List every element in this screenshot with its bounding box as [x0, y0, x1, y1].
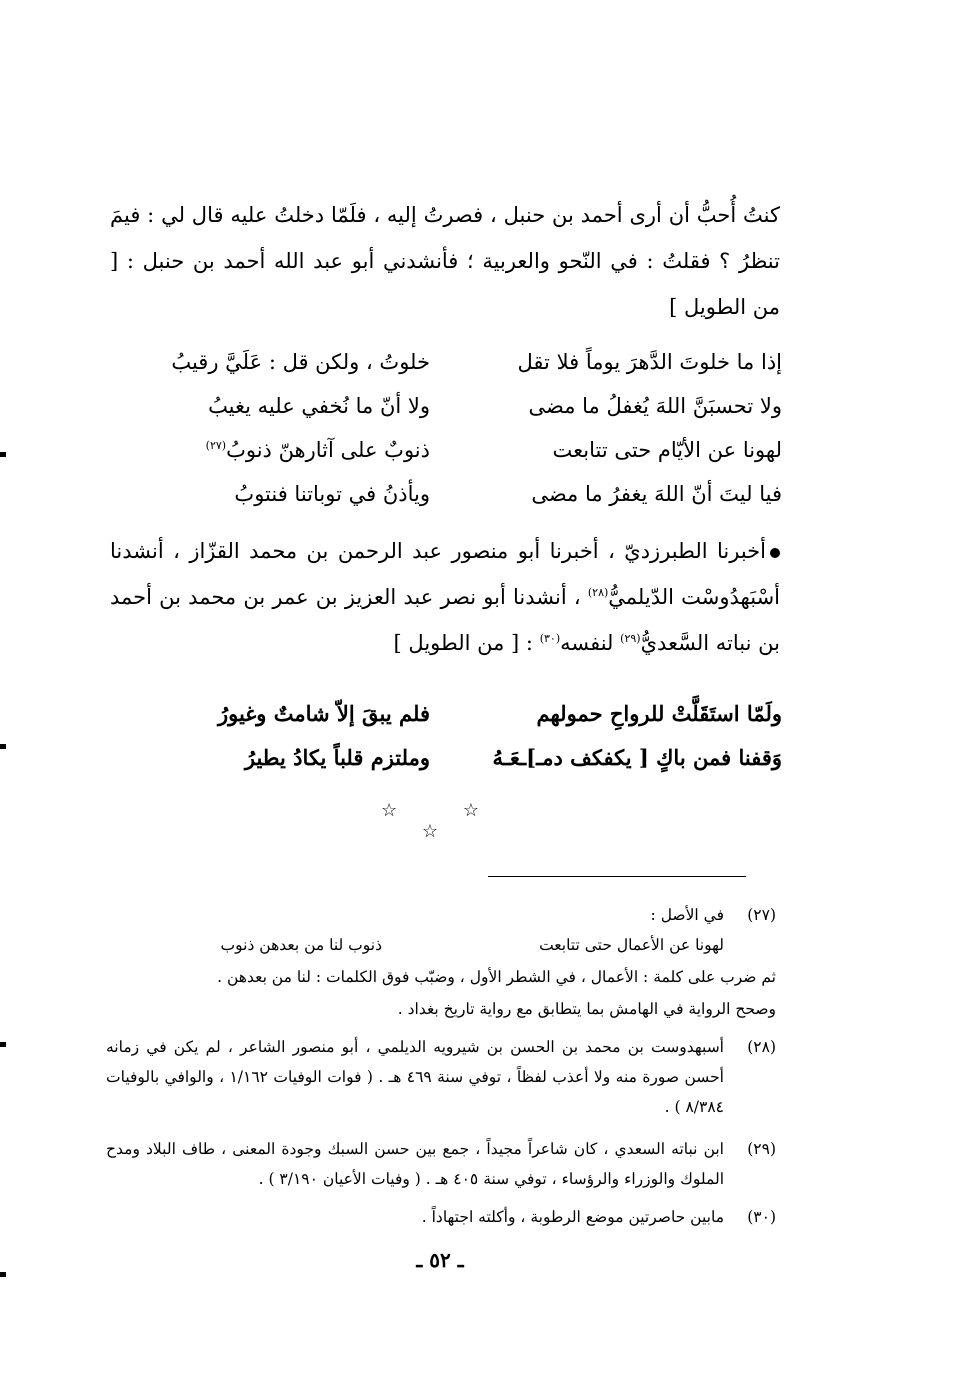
footnote-number: (٣٠)	[747, 1208, 776, 1226]
hemistich-second: وملتزم قلباً يكادُ يطيرُ	[244, 745, 430, 770]
poem-1-verse	[110, 474, 782, 514]
hemistich-first: ولَمّا استَقَلَّتْ للرواحِ حمولهم	[536, 701, 782, 726]
footnote-30	[106, 1202, 776, 1232]
footnote-text: وصحح الرواية في الهامش بما يتطابق مع رواية تاريخ بغداد .	[397, 1000, 776, 1018]
poem-1-verse	[110, 386, 782, 426]
footnote-27-line	[106, 962, 776, 992]
prose-text: لنفسه	[560, 631, 621, 655]
hemistich-first: إذا ما خلوتَ الدَّهرَ يوماً فلا تقل	[517, 350, 782, 374]
footnote-27-line	[106, 994, 776, 1024]
prose-text: أخبرنا الطبرزديّ ، أخبرنا أبو منصور عبد الرحمن بن محمد القزّاز ، أنشدنا أسْبَهدُوسْت الدّيلميُّ	[110, 539, 780, 609]
poem-2-verse	[110, 694, 782, 734]
footnote-number: (٢٩)	[747, 1140, 776, 1158]
hemistich-second: ذنوب لنا من بعدهن ذنوب	[220, 936, 382, 954]
prose-text: ، أنشدنا أبو نصر عبد العزيز بن عمر بن محمد بن أحمد بن نباته السَّعديُّ	[110, 585, 780, 655]
footnote-27	[106, 900, 776, 930]
prose-text: : [ من الطويل ]	[393, 631, 540, 655]
footnote-text: ثم ضرب على كلمة : الأعمال ، في الشطر الأول ، وضبّب فوق الكلمات : لنا من بعدهن .	[217, 968, 776, 986]
scan-edge-mark	[0, 1272, 6, 1277]
footnote-text: أسبهدوست بن محمد بن الحسن بن شيرويه الديلمي ، أبو منصور الشاعر ، لم يكن في زمانه أحسن صورة منه ولا أعذب لفظاً ، توفي سنة ٤٦٩ هـ . ( فوات الوفيات ١/١٦٢ ، والوافي بالوفيات ٨/٣٨٤ ) .	[106, 1038, 724, 1116]
star-divider-icon: ☆ ☆ ☆	[381, 800, 509, 842]
footnote-27-verse	[106, 930, 724, 960]
footnote-divider	[488, 876, 746, 877]
prose-paragraph-1: كنتُ أُحبُّ أن أرى أحمد بن حنبل ، فصرتُ إليه ، فلَمّا دخلتُ عليه قال لي : فيمَ تنظرُ ؟ فقلتُ : في النّحو والعربية ؛ فأنشدني أبو عبد الله أحمد بن حنبل : [ من الطويل ]	[110, 203, 780, 319]
page-number: ـ ٥٢ ـ	[416, 1248, 464, 1272]
footnote-number: (٢٧)	[747, 906, 776, 924]
hemistich-second: ولا أنّ ما نُخفي عليه يغيبُ	[208, 394, 430, 418]
scan-edge-mark	[0, 452, 6, 457]
hemistich-second: فلم يبقَ إلاّ شامتٌ وغيورُ	[217, 701, 430, 726]
hemistich-first: لهونا عن الأيّام حتى تتابعت	[552, 438, 782, 462]
hemistich-first: ولا تحسبَنَّ اللهَ يُغفلُ ما مضى	[528, 394, 782, 418]
footnote-28	[106, 1032, 776, 1128]
footnote-ref-27[interactable]: (٢٧)	[205, 439, 227, 452]
footnote-ref-30[interactable]: (٣٠)	[539, 632, 561, 645]
hemistich-second: ويأذنُ في توباتنا فنتوبُ	[234, 482, 430, 506]
footnote-number: (٢٨)	[747, 1038, 776, 1056]
hemistich-text: ذنوبٌ على آثارهنّ ذنوبُ	[226, 438, 430, 462]
hemistich-second: خلوتُ ، ولكن قل : عَلَيَّ رقيبُ	[171, 350, 430, 374]
hemistich-first: فيا ليتَ أنّ اللهَ يغفرُ ما مضى	[531, 482, 782, 506]
poem-1-verse	[110, 430, 782, 470]
footnote-text: ابن نباته السعدي ، كان شاعراً مجيداً ، جمع بين حسن السبك وجودة المعنى ، طاف البلاد ومدح الملوك والوزراء والرؤساء ، توفي سنة ٤٠٥ هـ . ( وفيات الأعيان ٣/١٩٠ ) .	[106, 1140, 724, 1188]
footnote-text: مابين حاصرتين موضع الرطوبة ، وأكلته اجتهاداً .	[421, 1208, 724, 1226]
scan-edge-mark	[0, 744, 6, 749]
scan-edge-mark	[0, 1042, 6, 1047]
hemistich-first: وَقفنا فمن باكٍ [ يكفكف دمـ]ـعَـهُ	[492, 745, 782, 770]
hemistich-first: لهونا عن الأعمال حتى تتابعت	[539, 936, 724, 954]
bullet-icon	[770, 548, 780, 558]
footnote-text: في الأصل :	[650, 906, 724, 924]
footnote-ref-29[interactable]: (٢٩)	[620, 632, 641, 645]
footnote-29	[106, 1134, 776, 1198]
hemistich-second	[110, 430, 430, 470]
poem-2-verse	[110, 738, 782, 778]
footnote-ref-28[interactable]: (٢٨)	[587, 586, 609, 599]
prose-paragraph-2	[110, 528, 780, 666]
poem-1-verse	[110, 342, 782, 382]
